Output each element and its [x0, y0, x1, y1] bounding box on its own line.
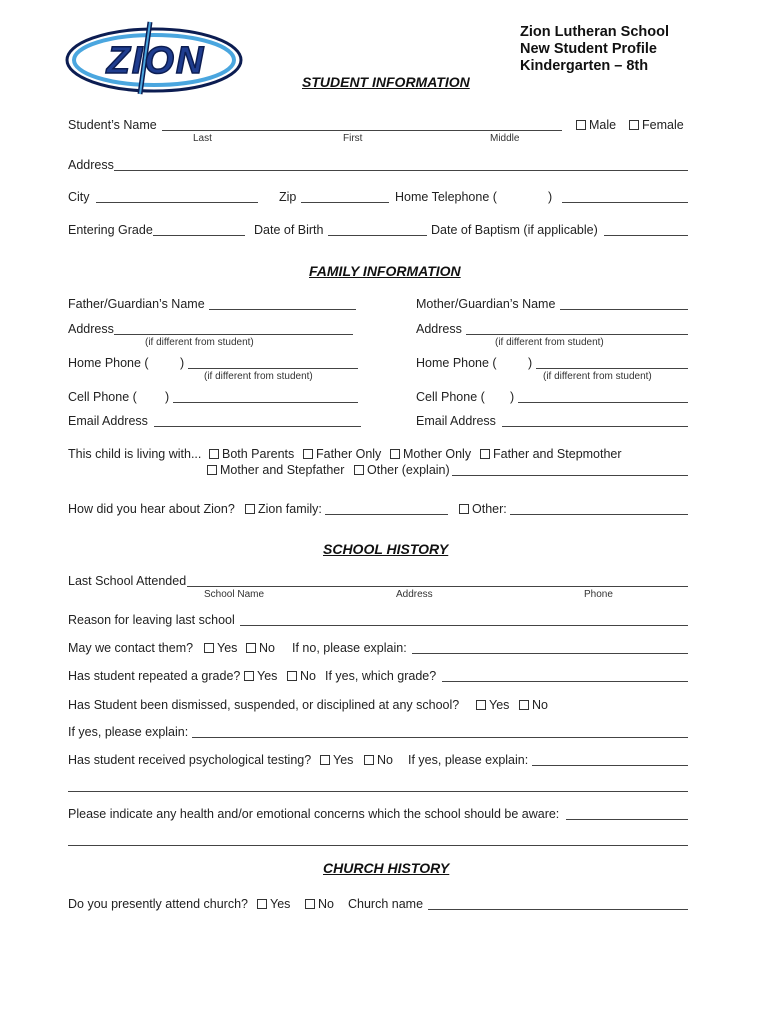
- logo-text: ZION: [106, 40, 206, 82]
- contact-label: May we contact them?: [68, 641, 194, 655]
- heard-about-label: How did you hear about Zion?: [68, 502, 235, 516]
- mother-address-note: (if different from student): [495, 337, 604, 348]
- dismissed-yes-label: Yes: [489, 698, 510, 712]
- father-home-phone-field[interactable]: [188, 368, 358, 369]
- heard-zion-family-field[interactable]: [325, 514, 448, 515]
- heard-other-label: Other:: [472, 502, 507, 516]
- repeated-which-field[interactable]: [442, 681, 688, 682]
- repeated-yes-checkbox[interactable]: [244, 671, 254, 681]
- church-name-label: Church name: [348, 897, 424, 911]
- father-email-label: Email Address: [68, 414, 148, 428]
- living-mother-only-label: Mother Only: [403, 447, 472, 461]
- living-other[interactable]: [354, 463, 450, 477]
- heard-other-field[interactable]: [510, 514, 688, 515]
- section-student-information: STUDENT INFORMATION: [302, 74, 470, 90]
- student-name-field[interactable]: [162, 130, 562, 131]
- mother-cell-phone-field[interactable]: [518, 402, 688, 403]
- section-family-information: FAMILY INFORMATION: [309, 263, 461, 279]
- dismissed-explain-field[interactable]: [192, 737, 688, 738]
- home-telephone-field[interactable]: [562, 202, 688, 203]
- living-mother-stepfather-label: Mother and Stepfather: [220, 463, 345, 477]
- mother-home-phone-field[interactable]: [536, 368, 688, 369]
- living-father-stepmother-label: Father and Stepmother: [493, 447, 622, 461]
- female-label: Female: [642, 118, 684, 132]
- father-cell-phone-close: ): [165, 390, 170, 404]
- psych-yes[interactable]: [320, 753, 353, 767]
- contact-yes[interactable]: [204, 641, 237, 655]
- father-name-label: Father/Guardian’s Name: [68, 297, 205, 311]
- female-checkbox[interactable]: [629, 120, 639, 130]
- living-father-only-checkbox[interactable]: [303, 449, 313, 459]
- section-school-history: SCHOOL HISTORY: [323, 541, 449, 557]
- living-father-only[interactable]: [303, 447, 381, 461]
- mother-home-phone-close: ): [528, 356, 533, 370]
- entering-grade-label: Entering Grade: [68, 223, 153, 237]
- dismissed-explain-label: If yes, please explain:: [68, 725, 189, 739]
- psych-no-label: No: [377, 753, 393, 767]
- father-home-phone-label: Home Phone (: [68, 356, 149, 370]
- church-yes[interactable]: [257, 897, 290, 911]
- mother-cell-phone-close: ): [510, 390, 515, 404]
- repeated-grade-label: Has student repeated a grade?: [68, 669, 241, 683]
- psych-explain-label: If yes, please explain:: [408, 753, 529, 767]
- male-checkbox[interactable]: [576, 120, 586, 130]
- dismissed-yes-checkbox[interactable]: [476, 700, 486, 710]
- contact-yes-label: Yes: [217, 641, 238, 655]
- father-name-field[interactable]: [209, 309, 356, 310]
- repeated-no-label: No: [300, 669, 316, 683]
- male-option[interactable]: [576, 118, 616, 132]
- mother-email-label: Email Address: [416, 414, 496, 428]
- female-option[interactable]: [629, 118, 684, 132]
- dismissed-no-checkbox[interactable]: [519, 700, 529, 710]
- living-other-checkbox[interactable]: [354, 465, 364, 475]
- health-concerns-field[interactable]: [566, 819, 688, 820]
- heard-zion-family-label: Zion family:: [258, 502, 322, 516]
- church-yes-checkbox[interactable]: [257, 899, 267, 909]
- home-telephone-label: Home Telephone (: [395, 190, 497, 204]
- father-email-field[interactable]: [154, 426, 361, 427]
- last-school-field[interactable]: [187, 586, 688, 587]
- mother-address-label: Address: [416, 322, 462, 336]
- sublabel-address: Address: [396, 589, 433, 600]
- mother-email-field[interactable]: [502, 426, 688, 427]
- living-mother-stepfather-checkbox[interactable]: [207, 465, 217, 475]
- mother-home-phone-label: Home Phone (: [416, 356, 497, 370]
- mother-phone-note: (if different from student): [543, 371, 652, 382]
- church-no[interactable]: [305, 897, 334, 911]
- mother-cell-phone-label: Cell Phone (: [416, 390, 485, 404]
- psych-testing-label: Has student received psychological testing?: [68, 753, 312, 767]
- father-home-phone-close: ): [180, 356, 185, 370]
- repeated-yes-label: Yes: [257, 669, 278, 683]
- church-no-checkbox[interactable]: [305, 899, 315, 909]
- living-other-explain-field[interactable]: [452, 475, 688, 476]
- form-title: New Student Profile: [520, 41, 657, 57]
- zip-label: Zip: [279, 190, 297, 204]
- living-father-only-label: Father Only: [316, 447, 382, 461]
- address-label: Address: [68, 158, 114, 172]
- dismissed-label: Has Student been dismissed, suspended, or disciplined at any school?: [68, 698, 460, 712]
- repeated-which-label: If yes, which grade?: [325, 669, 437, 683]
- entering-grade-field[interactable]: [153, 235, 245, 236]
- church-no-label: No: [318, 897, 334, 911]
- sublabel-middle: Middle: [490, 133, 520, 144]
- father-address-field[interactable]: [114, 334, 353, 335]
- mother-name-field[interactable]: [560, 309, 688, 310]
- psych-no[interactable]: [364, 753, 393, 767]
- mother-address-field[interactable]: [466, 334, 688, 335]
- grade-range: Kindergarten – 8th: [520, 58, 649, 74]
- city-label: City: [68, 190, 90, 204]
- contact-no[interactable]: [246, 641, 275, 655]
- attend-church-label: Do you presently attend church?: [68, 897, 248, 911]
- heard-zion-family[interactable]: [245, 502, 322, 516]
- section-church-history: CHURCH HISTORY: [323, 860, 450, 876]
- psych-yes-checkbox[interactable]: [320, 755, 330, 765]
- reason-leaving-label: Reason for leaving last school: [68, 613, 235, 627]
- repeated-no-checkbox[interactable]: [287, 671, 297, 681]
- contact-explain-field[interactable]: [412, 653, 688, 654]
- dob-label: Date of Birth: [254, 223, 324, 237]
- living-father-stepmother[interactable]: [480, 447, 622, 461]
- heard-other[interactable]: [459, 502, 507, 516]
- psych-yes-label: Yes: [333, 753, 354, 767]
- psych-no-checkbox[interactable]: [364, 755, 374, 765]
- living-other-label: Other (explain): [367, 463, 450, 477]
- living-mother-only-checkbox[interactable]: [390, 449, 400, 459]
- baptism-date-label: Date of Baptism (if applicable): [431, 223, 598, 237]
- living-father-stepmother-checkbox[interactable]: [480, 449, 490, 459]
- last-school-label: Last School Attended: [68, 574, 187, 588]
- living-with-label: This child is living with...: [68, 447, 202, 461]
- sublabel-first: First: [343, 133, 363, 144]
- father-phone-note: (if different from student): [204, 371, 313, 382]
- dismissed-no[interactable]: [519, 698, 548, 712]
- living-both-parents-checkbox[interactable]: [209, 449, 219, 459]
- repeated-no[interactable]: [287, 669, 316, 683]
- sublabel-phone: Phone: [584, 589, 613, 600]
- zip-field[interactable]: [301, 202, 389, 203]
- repeated-yes[interactable]: [244, 669, 277, 683]
- living-mother-only[interactable]: [390, 447, 471, 461]
- psych-explain-field-2[interactable]: [68, 791, 688, 792]
- psych-explain-field[interactable]: [532, 765, 688, 766]
- church-yes-label: Yes: [270, 897, 291, 911]
- dob-field[interactable]: [328, 235, 427, 236]
- address-field[interactable]: [114, 170, 688, 171]
- mother-name-label: Mother/Guardian’s Name: [416, 297, 556, 311]
- heard-zion-family-checkbox[interactable]: [245, 504, 255, 514]
- father-address-note: (if different from student): [145, 337, 254, 348]
- dismissed-yes[interactable]: [476, 698, 509, 712]
- reason-leaving-field[interactable]: [240, 625, 688, 626]
- church-name-field[interactable]: [428, 909, 688, 910]
- city-field[interactable]: [96, 202, 258, 203]
- health-concerns-field-2[interactable]: [68, 845, 688, 846]
- living-both-parents[interactable]: [209, 447, 294, 461]
- contact-explain-label: If no, please explain:: [292, 641, 407, 655]
- contact-yes-checkbox[interactable]: [204, 643, 214, 653]
- living-both-parents-label: Both Parents: [222, 447, 295, 461]
- father-cell-phone-field[interactable]: [173, 402, 358, 403]
- home-telephone-close: ): [548, 190, 553, 204]
- living-mother-stepfather[interactable]: [207, 463, 344, 477]
- sublabel-last: Last: [193, 133, 212, 144]
- school-name: Zion Lutheran School: [520, 24, 670, 40]
- father-address-label: Address: [68, 322, 114, 336]
- dismissed-no-label: No: [532, 698, 548, 712]
- zion-logo: [64, 20, 246, 96]
- baptism-date-field[interactable]: [604, 235, 688, 236]
- sublabel-school-name: School Name: [204, 589, 265, 600]
- student-name-label: Student’s Name: [68, 118, 157, 132]
- contact-no-checkbox[interactable]: [246, 643, 256, 653]
- father-cell-phone-label: Cell Phone (: [68, 390, 137, 404]
- heard-other-checkbox[interactable]: [459, 504, 469, 514]
- contact-no-label: No: [259, 641, 275, 655]
- health-concerns-label: Please indicate any health and/or emotional concerns which the school should be aware:: [68, 807, 560, 821]
- male-label: Male: [589, 118, 617, 132]
